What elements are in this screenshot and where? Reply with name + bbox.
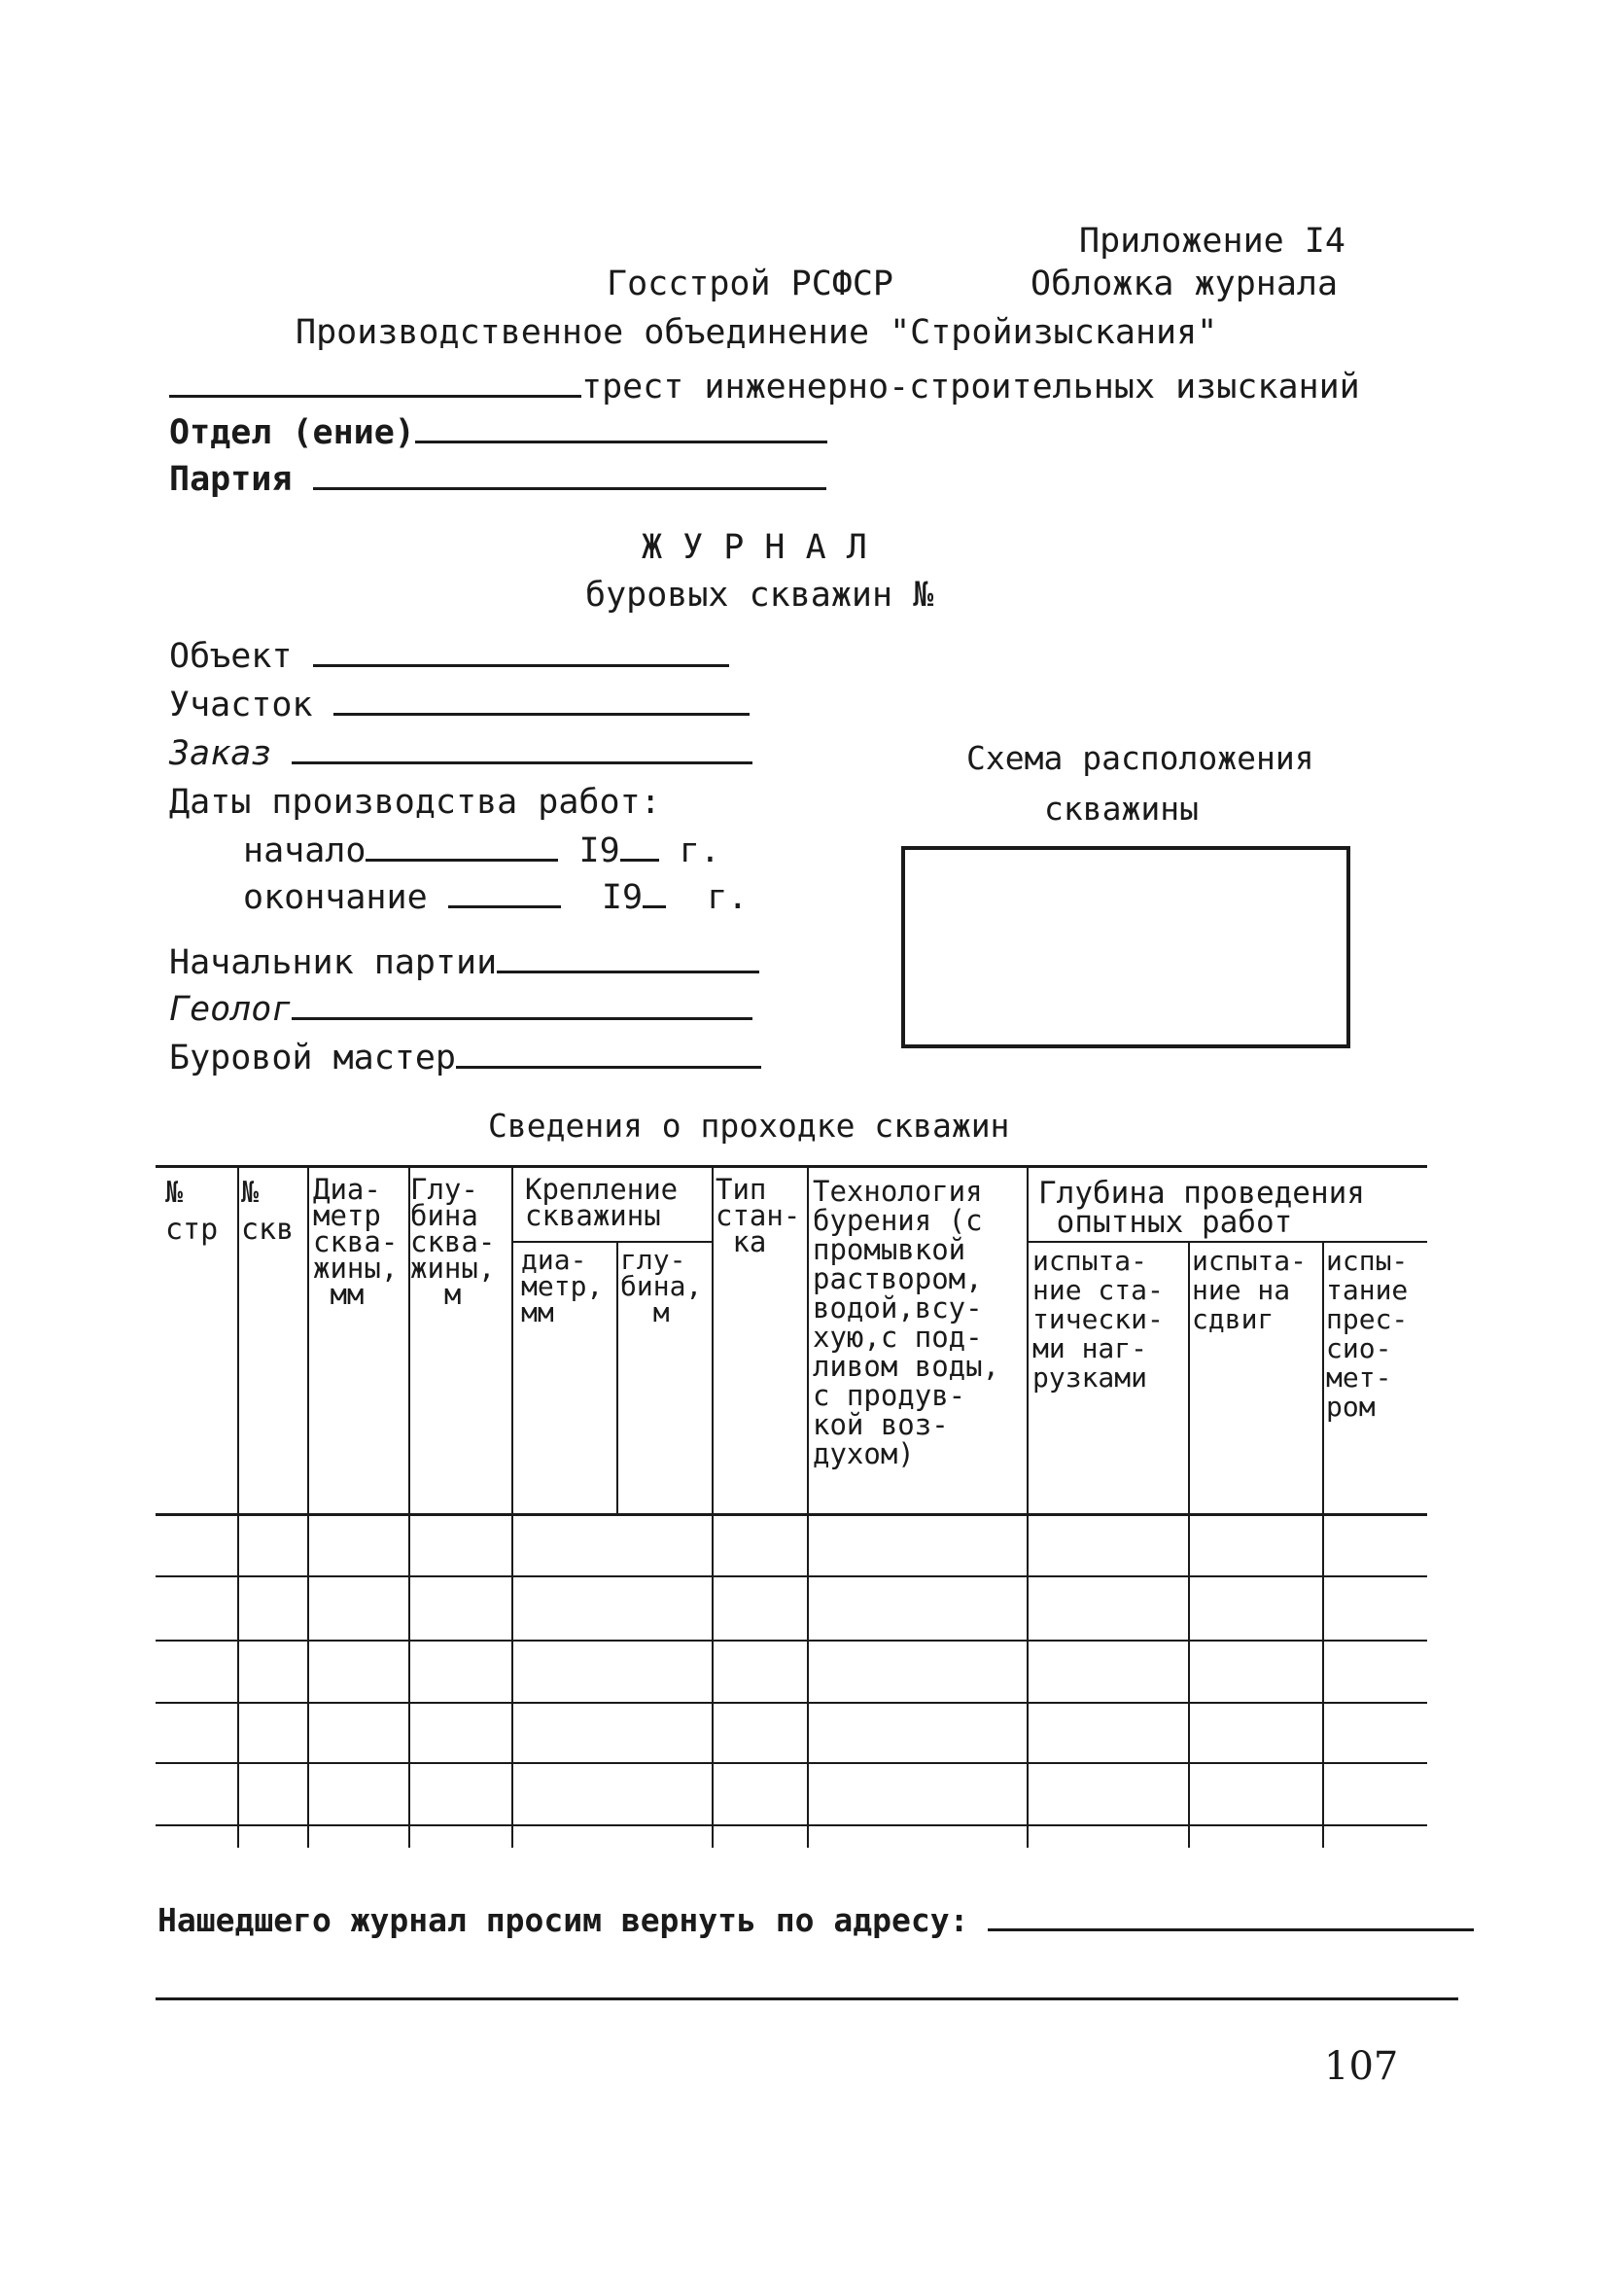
- cover-label: Обложка журнала: [1031, 265, 1339, 303]
- table-col-divider: [307, 1167, 309, 1848]
- drill-master-label: Буровой мастер: [169, 1039, 457, 1077]
- object-line: [169, 637, 729, 676]
- department-blank[interactable]: [415, 441, 827, 443]
- table-row-line: [156, 1640, 1427, 1642]
- end-year-suffix: г.: [707, 878, 749, 917]
- start-date-line: [243, 831, 720, 870]
- header-col-casing-depth: глу- бина, м: [620, 1244, 703, 1328]
- geologist-blank[interactable]: [292, 1017, 752, 1020]
- trust-name-blank[interactable]: [169, 395, 581, 398]
- department-label: Отдел (ение): [169, 413, 415, 452]
- table-row-line: [156, 1575, 1427, 1577]
- end-year-blank[interactable]: [643, 905, 666, 908]
- return-address-line: [157, 1901, 1474, 1939]
- header-col-depth: Глу- бина сква- жины, м: [410, 1173, 496, 1311]
- table-col-divider: [616, 1243, 618, 1515]
- table-col-divider: [712, 1167, 714, 1848]
- party-chief-line: [169, 943, 759, 982]
- object-label: Объект: [169, 637, 293, 676]
- journal-title: Ж У Р Н А Л: [642, 528, 867, 567]
- table-col-divider: [807, 1167, 809, 1848]
- drill-master-blank[interactable]: [456, 1066, 761, 1069]
- start-date-blank[interactable]: [366, 859, 558, 862]
- casing-subheader-line: [511, 1241, 712, 1243]
- party-chief-label: Начальник партии: [169, 943, 498, 982]
- department-line: [169, 413, 827, 452]
- header-group-casing: Крепление скважины: [525, 1173, 679, 1232]
- table-row-line: [156, 1824, 1427, 1826]
- table-caption: Сведения о проходке скважин: [488, 1107, 1010, 1145]
- geologist-line: [169, 990, 752, 1029]
- party-blank[interactable]: [313, 487, 826, 490]
- header-col-str: № стр: [165, 1176, 219, 1247]
- trust-label: трест инженерно-строительных изысканий: [581, 368, 1360, 406]
- table-col-divider: [1188, 1241, 1190, 1848]
- start-year-prefix: I9: [578, 831, 620, 870]
- end-year-prefix: I9: [601, 878, 644, 917]
- end-date-line: [243, 878, 748, 917]
- table-top-border: [156, 1165, 1427, 1168]
- journal-subtitle: буровых скважин №: [585, 576, 934, 615]
- dates-label: Даты производства работ:: [169, 783, 661, 822]
- table-col-divider: [237, 1167, 239, 1848]
- party-line: [169, 460, 826, 499]
- return-address-second-line[interactable]: [156, 1997, 1458, 2000]
- return-address-blank[interactable]: [988, 1928, 1474, 1931]
- drill-master-line: [169, 1039, 761, 1077]
- tests-subheader-line: [1027, 1241, 1427, 1243]
- start-label: начало: [243, 831, 367, 870]
- order-line: [169, 734, 752, 773]
- header-bottom-border: [156, 1513, 1427, 1516]
- order-blank[interactable]: [292, 761, 752, 764]
- well-location-scheme-box[interactable]: [901, 846, 1350, 1048]
- header-group-tests: Глубина проведения опытных работ: [1038, 1176, 1365, 1240]
- header-col-shear: испыта- ние на сдвиг: [1192, 1245, 1308, 1335]
- header-col-casing-diameter: диа- метр, мм: [521, 1244, 604, 1328]
- header-col-diameter: Диа- метр сква- жины, мм: [313, 1173, 399, 1311]
- order-label: Заказ: [169, 734, 272, 773]
- scheme-caption-line1: Схема расположения: [966, 739, 1314, 777]
- header-col-pressio: испы- тание прес- сио- мет- ром: [1326, 1245, 1409, 1423]
- trust-line: [169, 368, 1360, 406]
- party-label: Партия: [169, 460, 293, 499]
- return-address-label: Нашедшего журнал просим вернуть по адресу:: [157, 1901, 969, 1939]
- header-col-skv: № скв: [241, 1176, 295, 1247]
- association-name: Производственное объединение "Стройизыскания": [296, 313, 1218, 352]
- table-col-divider: [1322, 1241, 1324, 1848]
- header-col-rig: Тип стан- ка: [716, 1173, 801, 1258]
- geologist-label: Геолог: [169, 990, 293, 1029]
- header-col-technology: Технология бурения (с промывкой раствором, водой,всу- хую,с под- ливом воды, с продув- кой воз- духом): [813, 1175, 1000, 1470]
- start-year-suffix: г.: [679, 831, 720, 870]
- table-row-line: [156, 1702, 1427, 1704]
- scheme-caption-line2: скважины: [1044, 790, 1199, 828]
- party-chief-blank[interactable]: [497, 971, 759, 973]
- ministry-name: Госстрой РСФСР: [607, 265, 894, 303]
- table-col-divider: [1027, 1167, 1029, 1848]
- start-year-blank[interactable]: [620, 859, 659, 862]
- page-number: 107: [1324, 2044, 1399, 2089]
- end-label: окончание: [243, 878, 428, 917]
- end-date-blank[interactable]: [448, 905, 561, 908]
- table-col-divider: [511, 1167, 513, 1848]
- site-line: [169, 686, 750, 724]
- site-blank[interactable]: [333, 713, 750, 716]
- object-blank[interactable]: [313, 664, 729, 667]
- site-label: Участок: [169, 686, 313, 724]
- table-row-line: [156, 1762, 1427, 1764]
- header-col-static: испыта- ние ста- тически- ми наг- рузками: [1032, 1245, 1164, 1394]
- appendix-number: Приложение I4: [1079, 222, 1345, 261]
